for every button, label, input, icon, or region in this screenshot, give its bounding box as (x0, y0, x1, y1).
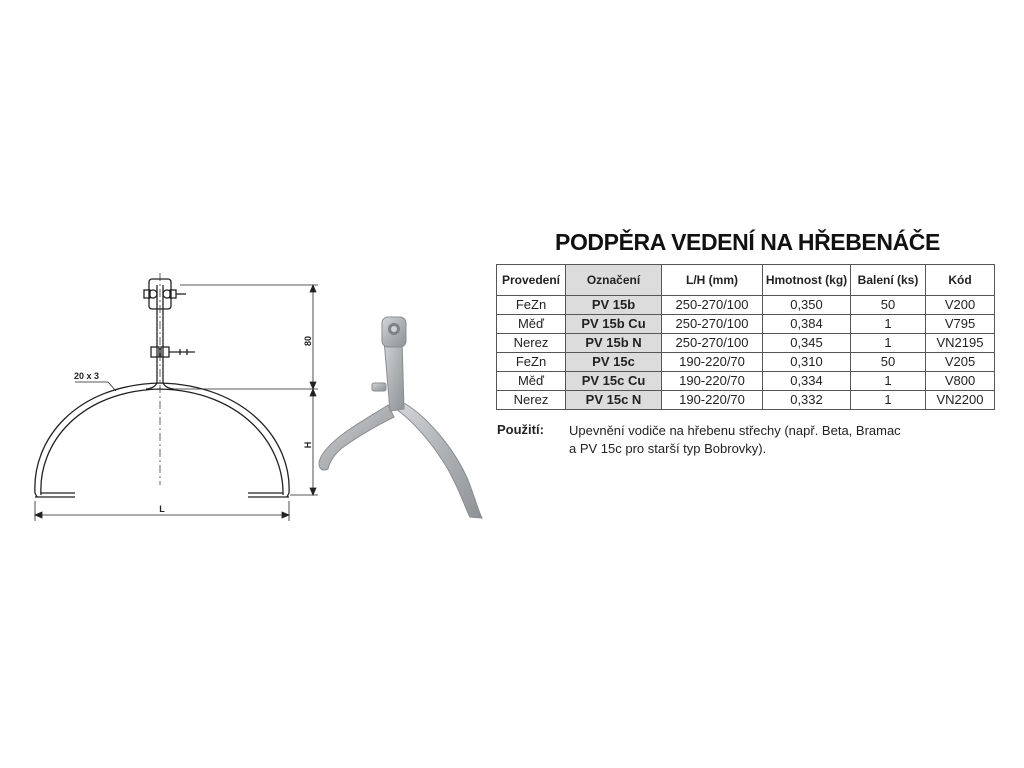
cell-kod: VN2195 (926, 334, 995, 353)
cell-provedeni: Nerez (497, 334, 566, 353)
table-header-row (497, 265, 995, 296)
product-photo (310, 305, 500, 530)
cell-lh: 250-270/100 (662, 334, 763, 353)
cell-provedeni: Měď (497, 372, 566, 391)
arch-inner (41, 389, 283, 495)
cell-oznaceni: PV 15c (566, 353, 662, 372)
cell-baleni: 1 (851, 391, 926, 410)
cell-oznaceni: PV 15b Cu (566, 315, 662, 334)
cell-provedeni: Nerez (497, 391, 566, 410)
cell-lh: 190-220/70 (662, 353, 763, 372)
cell-oznaceni: PV 15c N (566, 391, 662, 410)
cell-hmotnost: 0,384 (763, 315, 851, 334)
cell-lh: 190-220/70 (662, 372, 763, 391)
cell-kod: V795 (926, 315, 995, 334)
header-baleni: Balení (ks) (851, 265, 926, 296)
cell-baleni: 50 (851, 353, 926, 372)
table-row (497, 315, 995, 334)
dim-80-label: 80 (303, 335, 313, 347)
dim-profile-label: 20 x 3 (74, 371, 100, 381)
cell-provedeni: FeZn (497, 296, 566, 315)
cell-hmotnost: 0,310 (763, 353, 851, 372)
usage-text (569, 422, 949, 458)
arch-outer (35, 383, 289, 497)
cell-provedeni: FeZn (497, 353, 566, 372)
technical-drawing (20, 265, 320, 525)
cell-hmotnost: 0,332 (763, 391, 851, 410)
table-row (497, 353, 995, 372)
usage-line-1: Upevnění vodiče na hřebenu střechy (např. Beta, Bramac (569, 423, 901, 438)
cell-baleni: 1 (851, 372, 926, 391)
table-row (497, 372, 995, 391)
cell-baleni: 1 (851, 315, 926, 334)
cell-hmotnost: 0,350 (763, 296, 851, 315)
cell-baleni: 1 (851, 334, 926, 353)
cell-hmotnost: 0,345 (763, 334, 851, 353)
cell-hmotnost: 0,334 (763, 372, 851, 391)
header-hmotnost: Hmotnost (kg) (763, 265, 851, 296)
cell-kod: V205 (926, 353, 995, 372)
cell-lh: 250-270/100 (662, 296, 763, 315)
header-kod: Kód (926, 265, 995, 296)
cell-provedeni: Měď (497, 315, 566, 334)
spec-table (496, 264, 995, 410)
cell-oznaceni: PV 15b (566, 296, 662, 315)
usage-label: Použití: (497, 422, 544, 437)
usage-line-2: a PV 15c pro starší typ Bobrovky). (569, 441, 767, 456)
header-provedeni: Provedení (497, 265, 566, 296)
header-lh: L/H (mm) (662, 265, 763, 296)
table-row (497, 391, 995, 410)
cell-lh: 190-220/70 (662, 391, 763, 410)
table-row (497, 296, 995, 315)
product-title: PODPĚRA VEDENÍ NA HŘEBENÁČE (555, 229, 940, 255)
cell-kod: VN2200 (926, 391, 995, 410)
dim-l-label: L (159, 504, 165, 514)
cell-oznaceni: PV 15b N (566, 334, 662, 353)
cell-lh: 250-270/100 (662, 315, 763, 334)
cell-kod: V800 (926, 372, 995, 391)
cell-baleni: 50 (851, 296, 926, 315)
cell-oznaceni: PV 15c Cu (566, 372, 662, 391)
dim-h-label: H (303, 441, 313, 449)
cell-kod: V200 (926, 296, 995, 315)
table-row (497, 334, 995, 353)
header-oznaceni: Označení (566, 265, 662, 296)
